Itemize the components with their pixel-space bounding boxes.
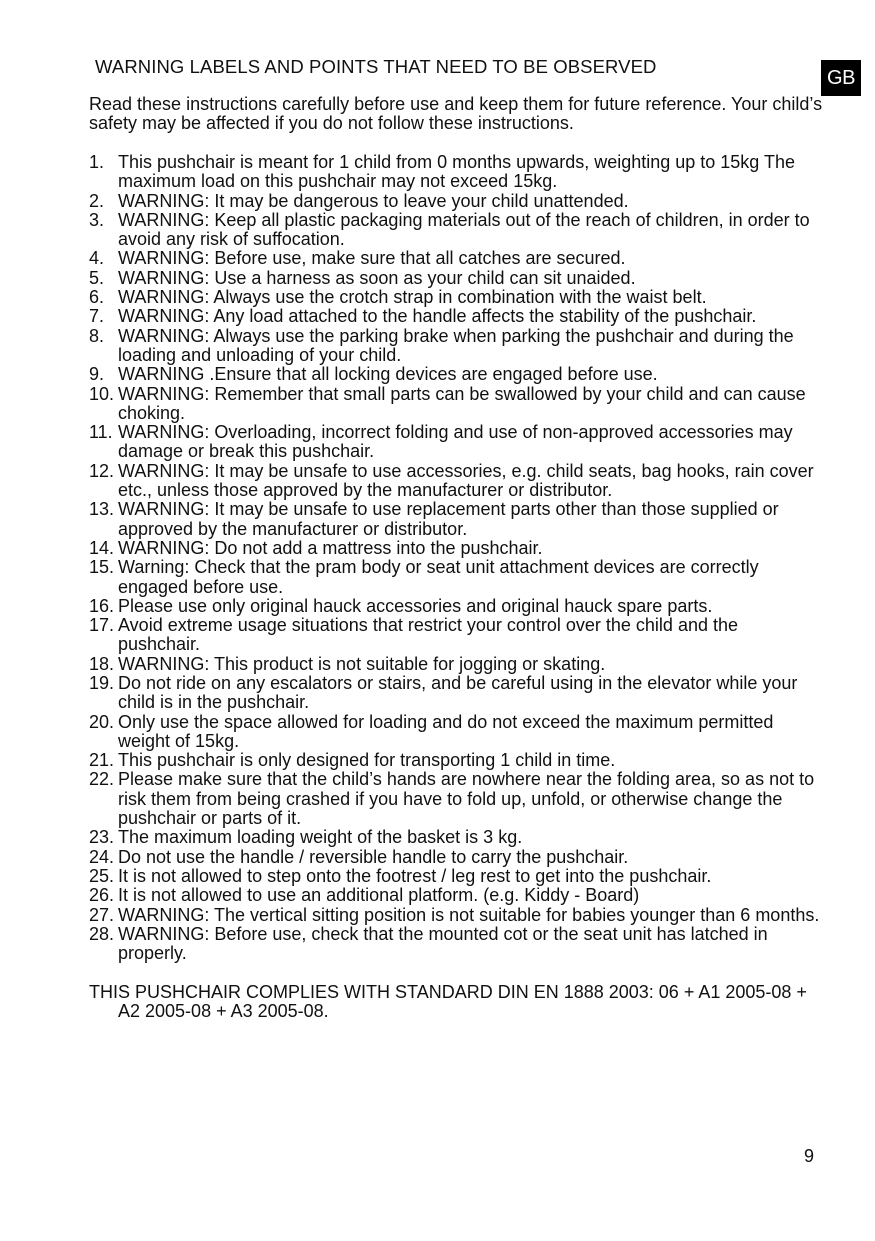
list-item-number: 14. bbox=[89, 537, 115, 558]
list-item bbox=[89, 655, 824, 674]
list-item-number: 6. bbox=[89, 287, 105, 308]
list-item bbox=[89, 385, 824, 424]
list-item-text: WARNING .Ensure that all locking devices are engaged before use. bbox=[118, 364, 658, 385]
list-item bbox=[89, 539, 824, 558]
list-item bbox=[89, 365, 824, 384]
list-item bbox=[89, 211, 824, 250]
list-item-text: WARNING: Any load attached to the handle affects the stability of the pushchair. bbox=[118, 306, 757, 327]
list-item-number: 25. bbox=[89, 865, 115, 886]
list-item-text: Avoid extreme usage situations that restrict your control over the child and the pushchair. bbox=[118, 615, 738, 655]
warning-list bbox=[89, 153, 824, 963]
list-item-number: 3. bbox=[89, 209, 105, 230]
list-item bbox=[89, 674, 824, 713]
list-item-number: 18. bbox=[89, 653, 115, 674]
list-item-text: Please use only original hauck accessories and original hauck spare parts. bbox=[118, 595, 713, 616]
list-item-text: WARNING: It may be unsafe to use replacement parts other than those supplied or approved by the manufacturer or distributor. bbox=[118, 499, 779, 539]
list-item bbox=[89, 249, 824, 268]
list-item bbox=[89, 462, 824, 501]
list-item-number: 9. bbox=[89, 364, 105, 385]
list-item-text: WARNING: Remember that small parts can be swallowed by your child and can cause choking. bbox=[118, 383, 806, 423]
list-item-number: 15. bbox=[89, 557, 115, 578]
list-item bbox=[89, 828, 824, 847]
list-item-number: 10. bbox=[89, 383, 115, 404]
list-item bbox=[89, 307, 824, 326]
list-item-number: 11. bbox=[89, 422, 113, 443]
list-item bbox=[89, 770, 824, 828]
list-item-text: WARNING: Always use the crotch strap in combination with the waist belt. bbox=[118, 287, 707, 308]
list-item-number: 22. bbox=[89, 769, 115, 790]
list-item-number: 2. bbox=[89, 190, 105, 211]
list-item-text: WARNING: Do not add a mattress into the pushchair. bbox=[118, 537, 543, 558]
list-item-text: Do not use the handle / reversible handle to carry the pushchair. bbox=[118, 846, 629, 867]
list-item bbox=[89, 751, 824, 770]
list-item bbox=[89, 597, 824, 616]
list-item bbox=[89, 906, 824, 925]
list-item-number: 21. bbox=[89, 750, 115, 771]
list-item-text: The maximum loading weight of the basket is 3 kg. bbox=[118, 827, 523, 848]
list-item-number: 19. bbox=[89, 673, 115, 693]
list-item-text: WARNING: It may be dangerous to leave your child unattended. bbox=[118, 190, 629, 211]
list-item-text: It is not allowed to step onto the footrest / leg rest to get into the pushchair. bbox=[118, 865, 712, 886]
list-item bbox=[89, 192, 824, 211]
page-number: 9 bbox=[804, 1146, 815, 1166]
list-item bbox=[89, 848, 824, 867]
list-item bbox=[89, 925, 824, 964]
intro-paragraph: Read these instructions carefully before use and keep them for future reference. Your child’s safety may be affected if you do not follow these instructions. bbox=[89, 94, 823, 134]
list-item-text: WARNING: It may be unsafe to use accessories, e.g. child seats, bag hooks, rain cover etc., unless those approved by the manufacturer or distributor. bbox=[118, 460, 814, 501]
list-item-text: It is not allowed to use an additional platform. (e.g. Kiddy - Board) bbox=[118, 885, 640, 906]
list-item bbox=[89, 886, 824, 905]
list-item-text: Do not ride on any escalators or stairs, and be careful using in the elevator while your child is in the pushchair. bbox=[118, 673, 798, 713]
list-item-text: This pushchair is meant for 1 child from 0 months upwards, weighting up to 15kg The maximum load on this pushchair may not exceed 15kg. bbox=[118, 151, 796, 192]
list-item bbox=[89, 713, 824, 752]
list-item bbox=[89, 867, 824, 886]
list-item-text: WARNING: Keep all plastic packaging materials out of the reach of children, in order to avoid any risk of suffocation. bbox=[118, 209, 810, 250]
list-item-number: 27. bbox=[89, 904, 115, 925]
list-item-text: WARNING: The vertical sitting position is not suitable for babies younger than 6 months. bbox=[118, 904, 820, 925]
list-item bbox=[89, 327, 824, 366]
list-item-text: WARNING: Use a harness as soon as your child can sit unaided. bbox=[118, 267, 636, 288]
list-item bbox=[89, 558, 824, 597]
list-item-number: 7. bbox=[89, 306, 105, 327]
list-item-text: This pushchair is only designed for transporting 1 child in time. bbox=[118, 750, 616, 771]
list-item-number: 16. bbox=[89, 595, 115, 616]
list-item-text: Please make sure that the child’s hands are nowhere near the folding area, so as not to risk them from being crashed if you have to fold up, unfold, or otherwise change the pushchair or parts of it. bbox=[118, 769, 815, 829]
list-item-text: WARNING: This product is not suitable for jogging or skating. bbox=[118, 653, 606, 674]
list-item-number: 26. bbox=[89, 885, 115, 906]
list-item-number: 8. bbox=[89, 325, 105, 346]
page-title: WARNING LABELS AND POINTS THAT NEED TO BE OBSERVED bbox=[95, 56, 657, 77]
list-item-number: 5. bbox=[89, 267, 105, 288]
list-item bbox=[89, 500, 824, 539]
language-badge: GB bbox=[821, 60, 861, 96]
list-item-number: 17. bbox=[89, 615, 115, 636]
list-item-number: 1. bbox=[89, 151, 105, 172]
list-item-text: WARNING: Before use, check that the mounted cot or the seat unit has latched in properly. bbox=[118, 923, 768, 964]
list-item bbox=[89, 269, 824, 288]
list-item-text: WARNING: Always use the parking brake when parking the pushchair and during the loading and unloading of your child. bbox=[118, 325, 794, 365]
list-item bbox=[89, 288, 824, 307]
list-item-text: WARNING: Before use, make sure that all catches are secured. bbox=[118, 248, 626, 269]
list-item-number: 4. bbox=[89, 248, 105, 269]
list-item bbox=[89, 153, 824, 192]
list-item-number: 28. bbox=[89, 923, 115, 944]
list-item-number: 20. bbox=[89, 711, 115, 732]
list-item-number: 23. bbox=[89, 827, 115, 848]
list-item-text: WARNING: Overloading, incorrect folding and use of non-approved accessories may damage or break this pushchair. bbox=[118, 422, 793, 462]
list-item bbox=[89, 616, 824, 655]
list-item-text: Only use the space allowed for loading and do not exceed the maximum permitted weight of 15kg. bbox=[118, 711, 774, 751]
list-item-number: 12. bbox=[89, 460, 115, 481]
list-item-number: 13. bbox=[89, 499, 115, 520]
standard-compliance-statement: THIS PUSHCHAIR COMPLIES WITH STANDARD DIN EN 1888 2003: 06 + A1 2005-08 + A2 2005-08 + A3 2005-08. bbox=[89, 981, 807, 1022]
list-item-text: Warning: Check that the pram body or seat unit attachment devices are correctly engaged before use. bbox=[118, 557, 759, 597]
list-item bbox=[89, 423, 824, 462]
document-body bbox=[89, 95, 824, 1039]
list-item-number: 24. bbox=[89, 846, 115, 867]
